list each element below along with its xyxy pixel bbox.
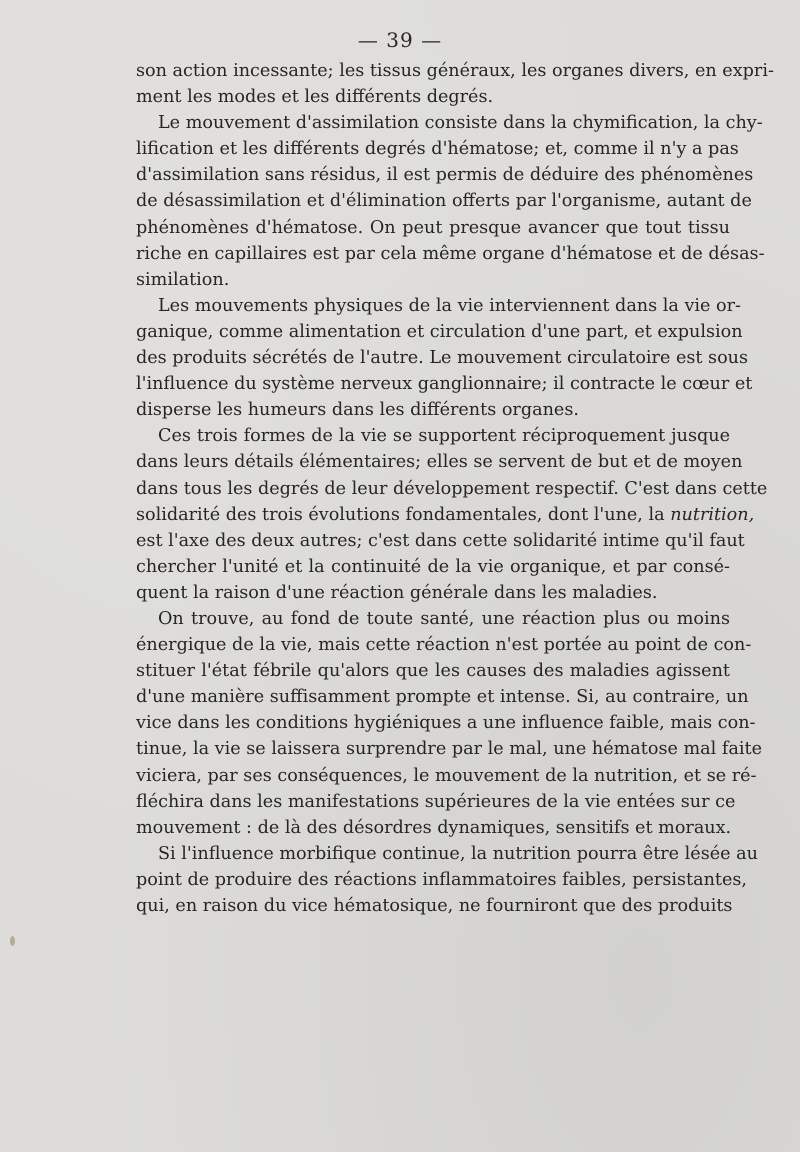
text-line-content: fléchira dans les manifestations supérieures de la vie entées sur ce: [136, 791, 736, 812]
text-line-content: Les mouvements physiques de la vie interviennent dans la vie or-: [158, 295, 741, 316]
text-line: [136, 893, 733, 919]
ink-smudge: [10, 936, 15, 946]
text-line-content: ganique, comme alimentation et circulation d'une part, et expulsion: [136, 321, 743, 342]
text-line: [136, 763, 757, 789]
text-line: [136, 867, 748, 893]
text-line-content: On trouve, au fond de toute santé, une réaction plus ou moins: [158, 608, 730, 629]
text-line-content: solidarité des trois évolutions fondamentales, dont l'une, la: [136, 504, 665, 525]
text-line: [136, 580, 730, 606]
text-line-content: mouvement : de là des désordres dynamiques, sensitifs et moraux.: [136, 817, 732, 838]
text-line-content: l'influence du système nerveux ganglionnaire; il contracte le cœur et: [136, 374, 753, 395]
text-line-content: disperse les humeurs dans les différents organes.: [136, 400, 579, 421]
text-line: [136, 110, 763, 136]
text-line: [136, 371, 753, 397]
text-line: [136, 554, 730, 580]
text-line-content: riche en capillaires est par cela même organe d'hématose et de désas-: [136, 243, 765, 264]
page-number: — 39 —: [357, 28, 443, 52]
text-line-content: d'assimilation sans résidus, il est permis de déduire des phénomènes: [136, 165, 754, 186]
text-line: [136, 528, 745, 554]
text-line: [136, 345, 749, 371]
text-line: [136, 710, 756, 736]
text-line-content: énergique de la vie, mais cette réaction n'est portée au point de con-: [136, 635, 752, 656]
text-line-content: Ces trois formes de la vie se supportent réciproquement jusque: [158, 426, 730, 447]
text-line-content: d'une manière suffisamment prompte et intense. Si, au contraire, un: [136, 687, 749, 708]
text-line: [136, 188, 752, 214]
italic-term: nutrition,: [670, 504, 755, 525]
text-line: [136, 215, 730, 241]
text-line: [136, 241, 765, 267]
text-line-content: point de produire des réactions inflammatoires faibles, persistantes,: [136, 869, 748, 890]
text-line-content: viciera, par ses conséquences, le mouvement de la nutrition, et se ré-: [136, 765, 757, 786]
text-line-content: dans tous les degrés de leur développement respectif. C'est dans cette: [136, 478, 768, 499]
text-line: [136, 789, 736, 815]
text-line: [136, 841, 758, 867]
text-line-content: dans leurs détails élémentaires; elles se servent de but et de moyen: [136, 452, 743, 473]
text-line: [136, 84, 730, 110]
text-line: [136, 423, 730, 449]
text-line-content: tinue, la vie se laissera surprendre par le mal, une hématose mal faite: [136, 739, 762, 760]
text-line: [136, 632, 752, 658]
text-line-content: vice dans les conditions hygiéniques a une influence faible, mais con-: [136, 713, 756, 734]
text-line: [136, 267, 730, 293]
text-line-content: est l'axe des deux autres; c'est dans cette solidarité intime qu'il faut: [136, 530, 745, 551]
text-line-content: qui, en raison du vice hématosique, ne fourniront que des produits: [136, 896, 733, 916]
text-line: [136, 319, 743, 345]
text-line-content: chercher l'unité et la continuité de la vie organique, et par consé-: [136, 556, 730, 577]
text-line: [136, 449, 743, 475]
text-line: [136, 293, 741, 319]
text-line: [136, 476, 768, 502]
text-line-content: des produits sécrétés de l'autre. Le mouvement circulatoire est sous: [136, 348, 749, 369]
text-line: [136, 502, 755, 528]
text-line-content: quent la raison d'une réaction générale dans les maladies.: [136, 582, 658, 603]
text-line-content: ment les modes et les différents degrés.: [136, 87, 494, 108]
text-line-content: similation.: [136, 269, 230, 290]
text-line-content: lification et les différents degrés d'hématose; et, comme il n'y a pas: [136, 139, 739, 160]
text-line: [136, 136, 739, 162]
text-line-content: phénomènes d'hématose. On peut presque avancer que tout tissu: [136, 217, 730, 238]
text-line: [136, 684, 749, 710]
text-line: [136, 815, 730, 841]
text-line-content: Le mouvement d'assimilation consiste dans la chymification, la chy-: [158, 113, 763, 134]
body-text: [136, 58, 774, 919]
text-line: [136, 658, 730, 684]
text-line-content: son action incessante; les tissus généraux, les organes divers, en expri-: [136, 61, 774, 81]
text-line-content: Si l'influence morbifique continue, la nutrition pourra être lésée au: [158, 843, 758, 864]
text-line: [136, 162, 754, 188]
text-line-content: stituer l'état fébrile qu'alors que les causes des maladies agissent: [136, 661, 730, 682]
text-line: [136, 606, 730, 632]
text-line: [136, 58, 774, 84]
text-line-content: de désassimilation et d'élimination offerts par l'organisme, autant de: [136, 191, 752, 212]
text-line: [136, 397, 730, 423]
text-line: [136, 736, 762, 762]
